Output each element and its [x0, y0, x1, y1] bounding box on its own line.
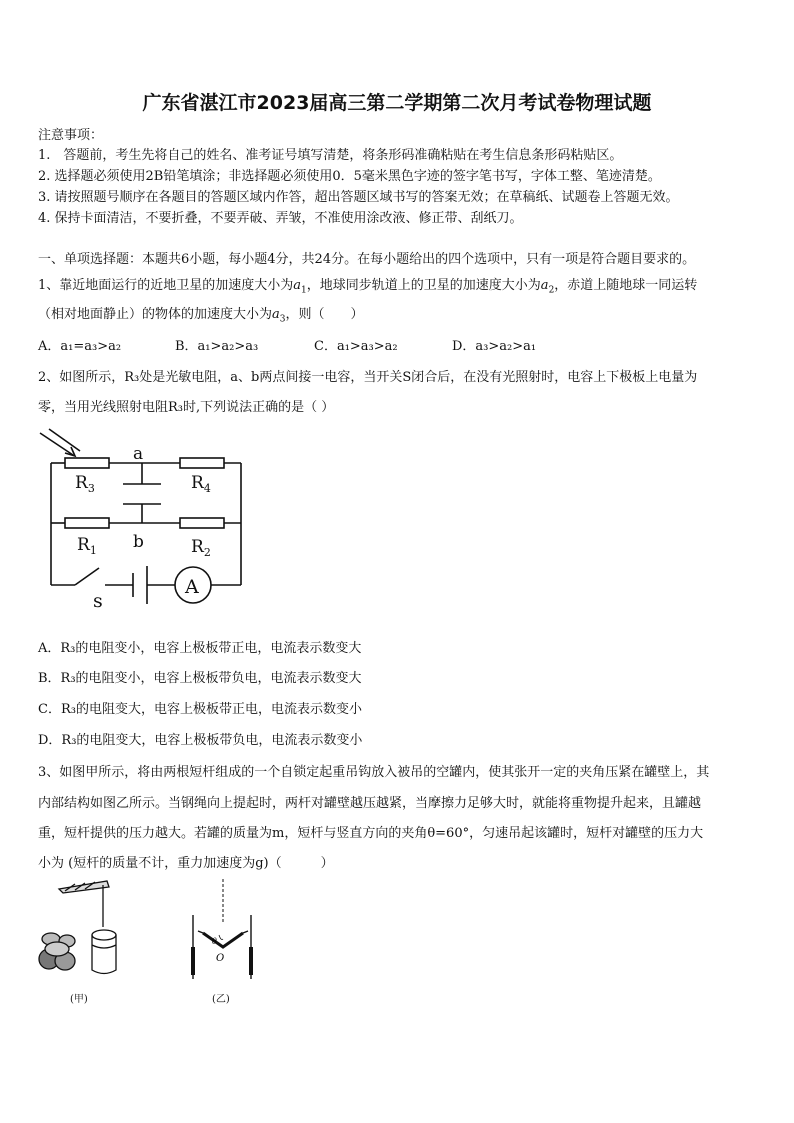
q3-line-1: 3、如图甲所示，将由两根短杆组成的一个自锁定起重吊钩放入被吊的空罐内，使其张开一定的夹角压紧在罐壁上，其 — [38, 765, 710, 780]
q2-option-d: D．R₃的电阻变大，电容上极板带负电，电流表示数变小 — [38, 733, 363, 748]
q3-line-2: 内部结构如图乙所示。当钢绳向上提起时，两杆对罐壁越压越紧，当摩擦力足够大时，就能将重物提升起来，且罐越 — [38, 796, 702, 811]
figure-yi — [185, 875, 265, 985]
node-b-label: b — [133, 532, 144, 552]
figure-jia — [35, 875, 145, 985]
r2-label: $R_2$ — [191, 537, 211, 559]
q2-line-2: 零，当用光线照射电阻R₃时,下列说法正确的是（ ） — [38, 400, 335, 415]
q1-line-1: 1、靠近地面运行的近地卫星的加速度大小为$a_1$，地球同步轨道上的卫星的加速度大小为$a_2$，赤道上随地球一同运转 — [38, 278, 698, 296]
q3-line-3: 重，短杆提供的压力越大。若罐的质量为m，短杆与竖直方向的夹角θ=60°，匀速吊起该罐时，短杆对罐壁的压力大 — [38, 826, 704, 841]
q2-option-a: A．R₃的电阻变小，电容上极板带正电，电流表示数变大 — [38, 641, 362, 656]
q1-option-b: B．a₁>a₂>a₃ — [175, 339, 259, 354]
notice-item-3: 3. 请按照题号顺序在各题目的答题区域内作答，超出答题区域书写的答案无效；在草稿纸、试题卷上答题无效。 — [38, 190, 679, 205]
q1-option-d: D．a₃>a₂>a₁ — [452, 339, 537, 354]
notice-item-4: 4. 保持卡面清洁，不要折叠，不要弄破、弄皱，不准使用涂改液、修正带、刮纸刀。 — [38, 211, 523, 226]
q1-line-2: （相对地面静止）的物体的加速度大小为$a_3$，则（ ） — [38, 307, 364, 325]
notice-item-1: 1. 答题前，考生先将自己的姓名、准考证号填写清楚，将条形码准确粘贴在考生信息条形码粘贴区。 — [38, 148, 623, 163]
figure-yi-caption: (乙) — [212, 994, 230, 1005]
r3-label: $R_3$ — [75, 473, 95, 495]
page-title: 广东省湛江市2023届高三第二学期第二次月考试卷物理试题 — [142, 92, 652, 114]
q2-line-1: 2、如图所示，R₃处是光敏电阻，a、b两点间接一电容，当开关S闭合后，在没有光照射时，电容上下极板上电量为 — [38, 370, 698, 385]
ammeter-label: A — [185, 576, 199, 598]
theta-label: θ — [212, 937, 217, 946]
q2-option-c: C．R₃的电阻变大，电容上极板带正电，电流表示数变小 — [38, 702, 362, 717]
switch-label: s — [93, 590, 103, 612]
circuit-diagram — [35, 425, 265, 615]
notice-heading: 注意事项： — [38, 128, 104, 143]
q1-option-a: A．a₁=a₃>a₂ — [38, 339, 122, 354]
notice-item-2: 2. 选择题必须使用2B铅笔填涂；非选择题必须使用0．5毫米黑色字迹的签字笔书写，字体工整、笔迹清楚。 — [38, 169, 661, 184]
q1-option-c: C．a₁>a₃>a₂ — [314, 339, 398, 354]
section-heading: 一、单项选择题：本题共6小题，每小题4分，共24分。在每小题给出的四个选项中，只有一项是符合题目要求的。 — [38, 252, 696, 267]
q2-option-b: B．R₃的电阻变小，电容上极板带负电，电流表示数变大 — [38, 671, 362, 686]
q3-line-4: 小为 (短杆的质量不计，重力加速度为g)（ ） — [38, 856, 334, 871]
figure-jia-caption: (甲) — [70, 994, 88, 1005]
node-a-label: a — [133, 444, 144, 464]
o-label: O — [216, 953, 225, 964]
r4-label: $R_4$ — [191, 473, 211, 495]
r1-label: $R_1$ — [77, 535, 97, 557]
